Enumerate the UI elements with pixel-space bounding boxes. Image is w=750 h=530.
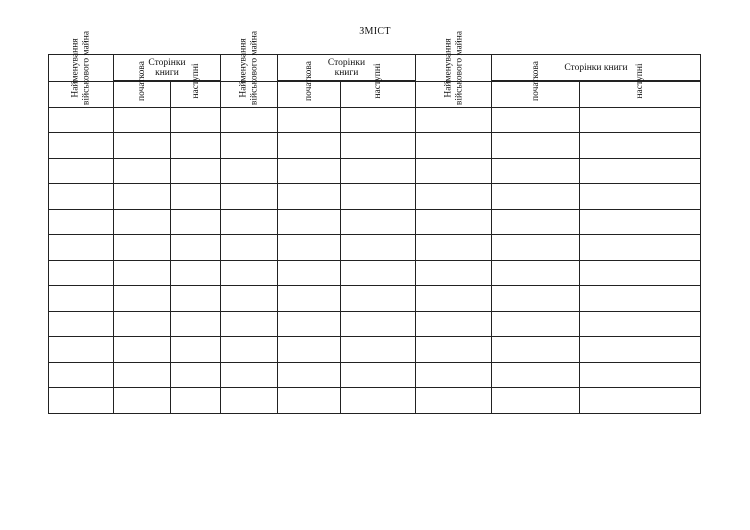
table-cell[interactable] <box>221 311 278 337</box>
table-cell[interactable] <box>492 107 580 133</box>
table-cell[interactable] <box>114 286 171 312</box>
table-cell[interactable] <box>492 133 580 159</box>
table-cell[interactable] <box>416 311 492 337</box>
table-row <box>49 286 701 312</box>
table-cell[interactable] <box>416 133 492 159</box>
table-cell[interactable] <box>416 235 492 261</box>
table-cell[interactable] <box>171 209 221 235</box>
table-cell[interactable] <box>416 184 492 210</box>
table-cell[interactable] <box>221 260 278 286</box>
table-cell[interactable] <box>278 311 341 337</box>
table-cell[interactable] <box>171 133 221 159</box>
table-cell[interactable] <box>416 209 492 235</box>
table-cell[interactable] <box>341 133 416 159</box>
table-cell[interactable] <box>278 184 341 210</box>
header-initial-label: початкова <box>136 61 147 101</box>
table-cell[interactable] <box>580 260 701 286</box>
table-cell[interactable] <box>221 184 278 210</box>
table-cell[interactable] <box>580 158 701 184</box>
header-item-name-line2: військового майна <box>81 30 91 106</box>
table-cell[interactable] <box>49 362 114 388</box>
table-cell[interactable] <box>341 388 416 414</box>
header-initial-label: початкова <box>530 61 541 101</box>
table-cell[interactable] <box>171 184 221 210</box>
header-next-label: наступні <box>634 63 645 99</box>
table-cell[interactable] <box>114 184 171 210</box>
page-title: ЗМІСТ <box>359 26 391 37</box>
header-pages-line1: Сторінки <box>148 57 186 68</box>
table-row <box>49 133 701 159</box>
table-cell[interactable] <box>341 184 416 210</box>
table-cell[interactable] <box>49 388 114 414</box>
table-cell[interactable] <box>114 133 171 159</box>
table-cell[interactable] <box>278 133 341 159</box>
header-pages-group-3 <box>492 55 701 81</box>
table-cell[interactable] <box>492 388 580 414</box>
table-row <box>49 337 701 363</box>
table-cell[interactable] <box>580 133 701 159</box>
table-cell[interactable] <box>49 260 114 286</box>
table-cell[interactable] <box>416 337 492 363</box>
table-cell[interactable] <box>341 260 416 286</box>
table-cell[interactable] <box>278 235 341 261</box>
table-cell[interactable] <box>221 158 278 184</box>
header-pages-line1: Сторінки <box>327 57 366 68</box>
table-cell[interactable] <box>171 311 221 337</box>
table-cell[interactable] <box>278 337 341 363</box>
table-cell[interactable] <box>492 362 580 388</box>
table-row <box>49 209 701 235</box>
table-row <box>49 107 701 133</box>
header-initial-label: початкова <box>303 61 314 101</box>
header-initial-2 <box>278 61 341 101</box>
header-next-label: наступні <box>190 63 201 99</box>
table-cell[interactable] <box>492 286 580 312</box>
table-cell[interactable] <box>171 158 221 184</box>
table-cell[interactable] <box>171 286 221 312</box>
table-cell[interactable] <box>341 311 416 337</box>
table-cell[interactable] <box>171 235 221 261</box>
table-cell[interactable] <box>416 107 492 133</box>
table-cell[interactable] <box>221 337 278 363</box>
table-cell[interactable] <box>114 362 171 388</box>
table-cell[interactable] <box>221 133 278 159</box>
table-cell[interactable] <box>278 388 341 414</box>
table-cell[interactable] <box>49 133 114 159</box>
header-item-name-line1: Найменування <box>443 38 453 98</box>
table-cell[interactable] <box>492 158 580 184</box>
table-cell[interactable] <box>114 158 171 184</box>
table-cell[interactable] <box>492 311 580 337</box>
table-row <box>49 311 701 337</box>
table-cell[interactable] <box>278 362 341 388</box>
header-item-name-line2: військового майна <box>249 30 259 106</box>
header-item-name-line2: військового майна <box>453 30 464 106</box>
table-cell[interactable] <box>114 337 171 363</box>
table-cell[interactable] <box>341 158 416 184</box>
table-row <box>49 158 701 184</box>
table-cell[interactable] <box>114 209 171 235</box>
table-cell[interactable] <box>114 260 171 286</box>
table-cell[interactable] <box>49 209 114 235</box>
table-cell[interactable] <box>492 184 580 210</box>
header-pages-group-2 <box>278 55 416 81</box>
table-cell[interactable] <box>49 158 114 184</box>
header-item-name-1 <box>49 30 114 106</box>
table-cell[interactable] <box>49 286 114 312</box>
header-next-1 <box>171 63 221 99</box>
table-cell[interactable] <box>580 286 701 312</box>
header-item-name-line1: Найменування <box>70 38 81 98</box>
header-initial-3 <box>492 61 580 101</box>
table-cell[interactable] <box>221 107 278 133</box>
table-cell[interactable] <box>416 286 492 312</box>
table-cell[interactable] <box>221 209 278 235</box>
table-cell[interactable] <box>221 388 278 414</box>
table-cell[interactable] <box>49 311 114 337</box>
header-pages-group-1 <box>114 55 221 81</box>
table-cell[interactable] <box>341 235 416 261</box>
table-cell[interactable] <box>171 260 221 286</box>
table-cell[interactable] <box>492 260 580 286</box>
table-cell[interactable] <box>49 184 114 210</box>
table-row <box>49 260 701 286</box>
table-cell[interactable] <box>341 362 416 388</box>
header-pages-line2: книги <box>155 67 179 78</box>
header-pages-line2: книги <box>334 67 359 78</box>
table-cell[interactable] <box>416 388 492 414</box>
table-cell[interactable] <box>580 184 701 210</box>
table-cell[interactable] <box>221 235 278 261</box>
table-cell[interactable] <box>416 362 492 388</box>
table-cell[interactable] <box>221 362 278 388</box>
table-cell[interactable] <box>114 388 171 414</box>
table-cell[interactable] <box>580 107 701 133</box>
header-item-name-2 <box>221 30 278 106</box>
table-cell[interactable] <box>416 158 492 184</box>
table-cell[interactable] <box>114 235 171 261</box>
header-pages-full: Сторінки книги <box>564 62 628 73</box>
table-row <box>49 362 701 388</box>
table-cell[interactable] <box>492 337 580 363</box>
table-cell[interactable] <box>114 311 171 337</box>
table-cell[interactable] <box>171 337 221 363</box>
table-cell[interactable] <box>341 209 416 235</box>
table-cell[interactable] <box>49 235 114 261</box>
table-body <box>49 82 701 414</box>
table-cell[interactable] <box>278 107 341 133</box>
table-cell[interactable] <box>171 388 221 414</box>
table-cell[interactable] <box>492 209 580 235</box>
table-cell[interactable] <box>171 362 221 388</box>
table-cell[interactable] <box>580 388 701 414</box>
table-cell[interactable] <box>278 286 341 312</box>
table-cell[interactable] <box>492 235 580 261</box>
header-item-name-3 <box>416 30 492 106</box>
table-cell[interactable] <box>278 209 341 235</box>
table-row <box>49 235 701 261</box>
header-next-label: наступні <box>372 63 383 99</box>
table-cell[interactable] <box>278 158 341 184</box>
header-item-name-line1: Найменування <box>238 38 249 98</box>
table-cell[interactable] <box>341 107 416 133</box>
table-cell[interactable] <box>278 260 341 286</box>
table-cell[interactable] <box>49 337 114 363</box>
table-cell[interactable] <box>580 235 701 261</box>
table-cell[interactable] <box>580 311 701 337</box>
table-cell[interactable] <box>416 260 492 286</box>
table-cell[interactable] <box>341 286 416 312</box>
table-row <box>49 184 701 210</box>
table-row <box>49 388 701 414</box>
table-cell[interactable] <box>171 107 221 133</box>
table-cell[interactable] <box>221 286 278 312</box>
table-cell[interactable] <box>580 362 701 388</box>
table-cell[interactable] <box>114 107 171 133</box>
table-cell[interactable] <box>580 337 701 363</box>
table-cell[interactable] <box>49 107 114 133</box>
table-cell[interactable] <box>580 209 701 235</box>
table-cell[interactable] <box>341 337 416 363</box>
